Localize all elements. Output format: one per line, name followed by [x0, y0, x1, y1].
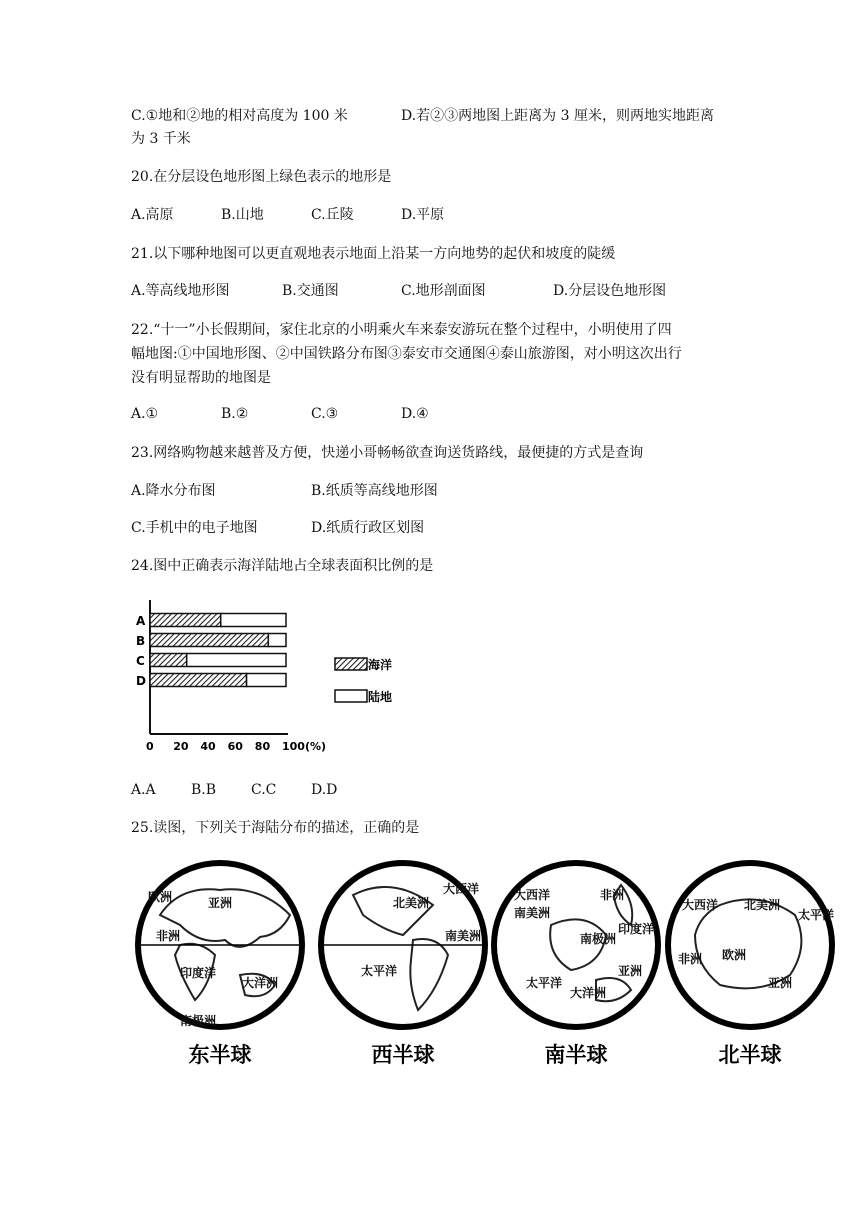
q24-option-a: A.A — [131, 782, 156, 798]
map-label: 欧洲 — [722, 948, 747, 962]
q24-option-d: D.D — [311, 782, 338, 798]
hemisphere-title: 北半球 — [718, 1043, 782, 1067]
hemisphere-globe-2 — [321, 863, 485, 1067]
legend-label-ocean: 海洋 — [368, 658, 393, 672]
map-label: 亚洲 — [618, 964, 643, 978]
x-tick-label: 80 — [254, 740, 271, 753]
q19-option-d-continuation: 为 3 千米 — [131, 131, 191, 147]
bar-ocean-D — [150, 674, 247, 687]
chart-bars — [150, 614, 286, 687]
legend-label-land: 陆地 — [368, 690, 393, 704]
q23-option-b: B.纸质等高线地形图 — [311, 483, 438, 499]
x-tick-label: 60 — [227, 740, 243, 753]
q20-stem: 20.在分层设色地形图上绿色表示的地形是 — [131, 169, 392, 185]
map-label: 太平洋 — [361, 964, 398, 978]
bar-ocean-C — [150, 654, 187, 667]
hemisphere-globe-4 — [668, 863, 834, 1067]
map-label: 非洲 — [156, 929, 181, 943]
map-label: 大西洋 — [514, 888, 551, 902]
globe-outline — [668, 863, 835, 1027]
q24-option-b: B.B — [191, 782, 217, 798]
hemisphere-globe-3 — [494, 863, 658, 1067]
map-label: 南美洲 — [514, 906, 551, 920]
category-label-B: B — [136, 634, 146, 648]
q21-option-d: D.分层设色地形图 — [553, 283, 667, 299]
q22-stem-line-2: 幅地图:①中国地形图、②中国铁路分布图③泰安市交通图④泰山旅游图，对小明这次出行 — [131, 346, 682, 362]
bar-land-B — [268, 634, 286, 647]
map-label: 非洲 — [678, 952, 703, 966]
map-label: 北美洲 — [393, 896, 430, 910]
hemisphere-globe-1 — [138, 863, 302, 1067]
map-label: 太平洋 — [526, 976, 563, 990]
q21-option-a: A.等高线地形图 — [131, 283, 230, 299]
x-tick-label: 0 — [146, 740, 154, 753]
hemisphere-title: 东半球 — [188, 1043, 252, 1067]
ocean-land-bar-chart — [130, 598, 420, 758]
bar-land-A — [221, 614, 286, 627]
map-label: 北美洲 — [744, 898, 781, 912]
four-hemispheres-figure — [128, 855, 835, 1080]
map-label: 南极洲 — [580, 932, 617, 946]
bar-ocean-B — [150, 634, 268, 647]
q25-stem: 25.读图，下列关于海陆分布的描述，正确的是 — [131, 820, 420, 836]
q22-option-c: C.③ — [311, 406, 339, 422]
map-label: 大洋洲 — [570, 986, 607, 1000]
x-tick-label: 100(%) — [282, 740, 327, 753]
map-label: 太平洋 — [798, 908, 835, 922]
category-label-A: A — [136, 614, 146, 628]
chart-legend — [335, 657, 392, 704]
x-tick-label: 20 — [173, 740, 189, 753]
q23-stem: 23.网络购物越来越普及方便，快递小哥畅畅欲查询送货路线，最便捷的方式是查询 — [131, 445, 644, 461]
q20-option-a: A.高原 — [131, 207, 174, 223]
hemisphere-title: 南半球 — [544, 1043, 608, 1067]
q22-option-a: A.① — [131, 406, 159, 422]
q23-option-a: A.降水分布图 — [131, 483, 216, 499]
q22-option-d: D.④ — [401, 406, 429, 422]
bar-land-C — [187, 654, 286, 667]
legend-swatch-ocean — [335, 658, 367, 670]
map-label: 非洲 — [600, 888, 625, 902]
map-label: 大洋洲 — [242, 976, 279, 990]
q21-option-c: C.地形剖面图 — [401, 283, 486, 299]
map-label: 南美洲 — [445, 929, 482, 943]
q21-stem: 21.以下哪种地图可以更直观地表示地面上沿某一方向地势的起伏和坡度的陡缓 — [131, 246, 616, 262]
map-label: 欧洲 — [148, 890, 173, 904]
chart-category-labels — [136, 614, 146, 688]
q20-option-d: D.平原 — [401, 207, 445, 223]
legend-swatch-land — [335, 690, 367, 702]
q22-option-b: B.② — [221, 406, 249, 422]
map-label: 亚洲 — [208, 896, 233, 910]
q19-option-d: D.若②③两地图上距离为 3 厘米，则两地实地距离 — [401, 108, 714, 124]
map-label: 印度洋 — [618, 922, 655, 936]
category-label-D: D — [136, 674, 146, 688]
bar-ocean-A — [150, 614, 221, 627]
q22-stem-line-1: 22.“十一”小长假期间，家住北京的小明乘火车来泰安游玩在整个过程中，小明使用了四 — [131, 322, 672, 338]
category-label-C: C — [136, 654, 145, 668]
q23-option-c: C.手机中的电子地图 — [131, 520, 258, 536]
x-tick-label: 40 — [200, 740, 216, 753]
q24-stem: 24.图中正确表示海洋陆地占全球表面积比例的是 — [131, 558, 434, 574]
map-label: 印度洋 — [180, 966, 217, 980]
map-label: 大西洋 — [443, 882, 480, 896]
q19-option-c: C.①地和②地的相对高度为 100 米 — [131, 108, 348, 124]
q23-option-d: D.纸质行政区划图 — [311, 520, 425, 536]
q21-option-b: B.交通图 — [282, 283, 339, 299]
q22-stem-line-3: 没有明显帮助的地图是 — [131, 370, 271, 386]
map-label: 亚洲 — [768, 976, 793, 990]
q20-option-b: B.山地 — [221, 207, 264, 223]
bar-land-D — [247, 674, 286, 687]
map-label: 大西洋 — [682, 898, 719, 912]
hemisphere-title: 西半球 — [371, 1043, 435, 1067]
map-label: 南极洲 — [180, 1014, 217, 1028]
q24-option-c: C.C — [251, 782, 277, 798]
q20-option-c: C.丘陵 — [311, 207, 354, 223]
chart-tick-labels — [146, 740, 326, 753]
